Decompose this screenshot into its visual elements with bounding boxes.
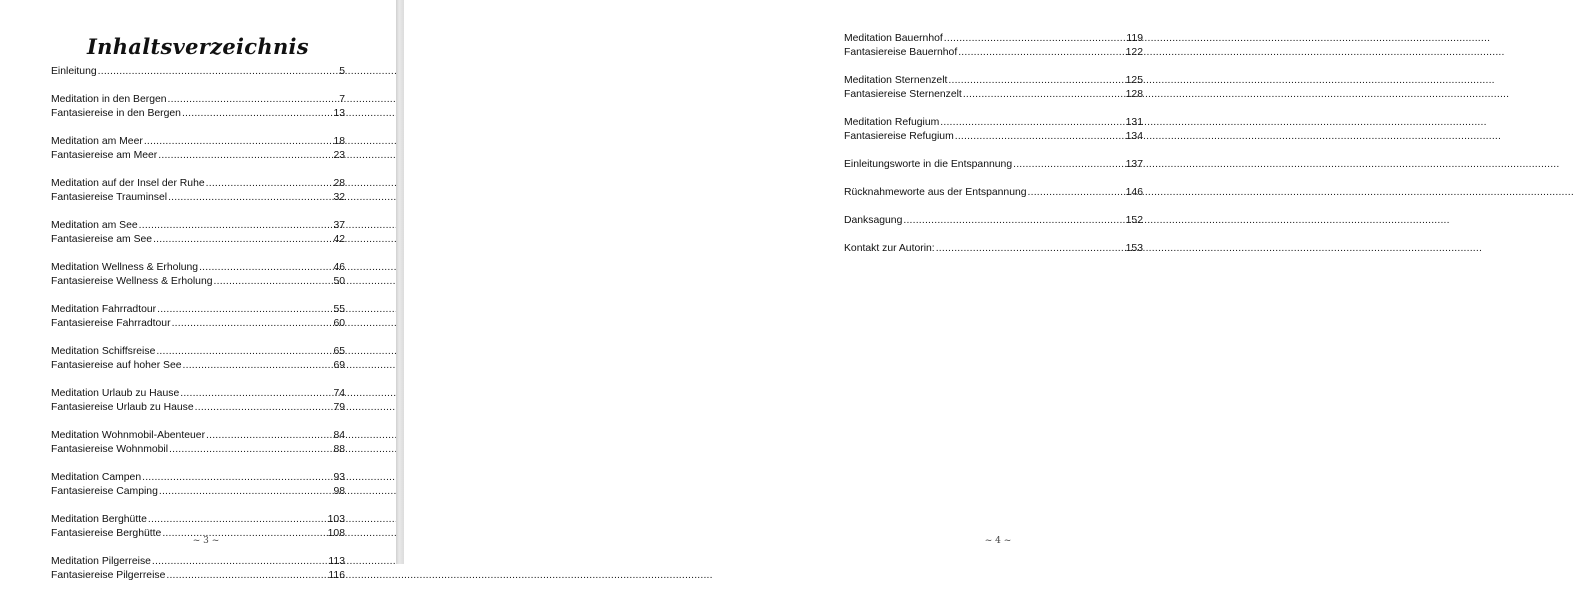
toc-entry-title: Fantasiereise auf hoher See bbox=[51, 360, 182, 371]
toc-entry-title: Fantasiereise Sternenzelt bbox=[844, 89, 962, 100]
toc-entry-page: 60 bbox=[333, 318, 345, 329]
toc-entry-title: Fantasiereise in den Bergen bbox=[51, 108, 181, 119]
toc-entry bbox=[51, 135, 345, 149]
dot-leader bbox=[157, 303, 332, 317]
toc-entry-page: 116 bbox=[328, 570, 345, 581]
toc-entry-title: Meditation Urlaub zu Hause bbox=[51, 388, 180, 399]
dot-leader bbox=[936, 242, 1125, 256]
toc-entry bbox=[51, 149, 345, 163]
toc-entry-title: Meditation Campen bbox=[51, 472, 142, 483]
toc-entry-title: Meditation Refugium bbox=[844, 117, 940, 128]
dot-leader bbox=[214, 275, 333, 289]
dot-leader bbox=[958, 46, 1124, 60]
toc-entry-page: 108 bbox=[327, 528, 345, 539]
toc-entry bbox=[844, 32, 1143, 46]
toc-group bbox=[51, 303, 345, 331]
toc-entry-title: Einleitungsworte in die Entspannung bbox=[844, 159, 1013, 170]
dot-leader bbox=[963, 88, 1125, 102]
toc-entry-title: Fantasiereise am Meer bbox=[51, 150, 158, 161]
page-number-left: ~ 3 ~ bbox=[192, 536, 220, 546]
toc-entry-page: 113 bbox=[328, 556, 345, 567]
toc-entry-title: Meditation Pilgerreise bbox=[51, 556, 151, 567]
toc-entry bbox=[51, 387, 345, 401]
toc-entry-page: 152 bbox=[1125, 215, 1143, 226]
toc-entry-title: Fantasiereise Urlaub zu Hause bbox=[51, 402, 194, 413]
toc-entry-title: Danksagung bbox=[844, 215, 903, 226]
toc-entry-page: 46 bbox=[333, 262, 345, 273]
dot-leader bbox=[159, 485, 333, 499]
toc-entry bbox=[51, 317, 345, 331]
toc-entry-title: Fantasiereise Pilgerreise bbox=[51, 570, 166, 581]
toc-entry bbox=[51, 65, 345, 79]
dot-leader bbox=[199, 261, 332, 275]
toc-entry bbox=[51, 429, 345, 443]
toc-group bbox=[844, 158, 1143, 172]
toc-group bbox=[51, 177, 345, 205]
toc-entry-page: 122 bbox=[1125, 47, 1143, 58]
toc-entry bbox=[51, 275, 345, 289]
toc-group bbox=[51, 65, 345, 79]
toc-entry bbox=[844, 46, 1143, 60]
dot-leader bbox=[166, 569, 327, 583]
page-number-right: ~ 4 ~ bbox=[984, 536, 1012, 546]
dot-leader bbox=[1013, 158, 1125, 172]
dot-leader bbox=[948, 74, 1124, 88]
toc-group bbox=[844, 74, 1143, 102]
toc-entry bbox=[51, 569, 345, 583]
toc-entry-page: 50 bbox=[333, 276, 345, 287]
toc-entry-title: Meditation Berghütte bbox=[51, 514, 147, 525]
dot-leader bbox=[903, 214, 1124, 228]
toc-entry-title: Rücknahmeworte aus der Entspannung bbox=[844, 187, 1027, 198]
dot-leader bbox=[156, 345, 332, 359]
toc-group bbox=[844, 242, 1143, 256]
toc-entry-page: 13 bbox=[333, 108, 345, 119]
dot-leader bbox=[168, 191, 332, 205]
toc-entry-page: 42 bbox=[333, 234, 345, 245]
toc-entry-title: Meditation auf der Insel der Ruhe bbox=[51, 178, 205, 189]
toc-entry bbox=[51, 177, 345, 191]
toc-entry bbox=[844, 158, 1143, 172]
toc-entry bbox=[51, 93, 345, 107]
toc-entry bbox=[51, 359, 345, 373]
toc-entry-page: 7 bbox=[339, 94, 345, 105]
toc-entry-title: Fantasiereise Berghütte bbox=[51, 528, 162, 539]
toc-group bbox=[51, 219, 345, 247]
toc-entry-page: 119 bbox=[1126, 33, 1143, 44]
toc-entry bbox=[844, 130, 1143, 144]
toc-entry bbox=[51, 107, 345, 121]
toc-entry-title: Meditation Fahrradtour bbox=[51, 304, 157, 315]
toc-entry-page: 131 bbox=[1125, 117, 1143, 128]
toc-entry-page: 137 bbox=[1125, 159, 1143, 170]
toc-entry-title: Meditation Sternenzelt bbox=[844, 75, 948, 86]
toc-group bbox=[844, 116, 1143, 144]
toc-entry-title: Meditation Wohnmobil-Abenteuer bbox=[51, 430, 206, 441]
toc-entry bbox=[51, 443, 345, 457]
dot-leader bbox=[172, 317, 333, 331]
toc-entry bbox=[844, 242, 1143, 256]
toc-entry bbox=[51, 345, 345, 359]
toc-entry-page: 32 bbox=[333, 192, 345, 203]
dot-leader bbox=[206, 429, 332, 443]
dot-leader bbox=[152, 555, 328, 569]
dot-leader bbox=[940, 116, 1124, 130]
toc-entry bbox=[51, 401, 345, 415]
toc-entry bbox=[844, 214, 1143, 228]
dot-leader bbox=[944, 32, 1126, 46]
toc-entry-title: Fantasiereise Trauminsel bbox=[51, 192, 168, 203]
dot-leader bbox=[206, 177, 333, 191]
dot-leader bbox=[98, 65, 339, 79]
dot-leader bbox=[158, 149, 332, 163]
toc-entry-title: Fantasiereise Bauernhof bbox=[844, 47, 958, 58]
dot-leader bbox=[168, 93, 339, 107]
toc-entry bbox=[51, 219, 345, 233]
toc-group bbox=[844, 32, 1143, 60]
toc-entry-page: 134 bbox=[1125, 131, 1143, 142]
toc-entry-page: 5 bbox=[339, 66, 345, 77]
dot-leader bbox=[148, 513, 327, 527]
toc-entry bbox=[51, 471, 345, 485]
toc-group bbox=[51, 387, 345, 415]
dot-leader bbox=[955, 130, 1125, 144]
toc-group bbox=[51, 429, 345, 457]
toc-entry-title: Fantasiereise Wohnmobil bbox=[51, 444, 169, 455]
toc-entry-title: Fantasiereise am See bbox=[51, 234, 153, 245]
toc-entry-title: Meditation Wellness & Erholung bbox=[51, 262, 199, 273]
toc-entry bbox=[51, 303, 345, 317]
dot-leader bbox=[183, 359, 333, 373]
toc-entry-page: 69 bbox=[333, 360, 345, 371]
dot-leader bbox=[169, 443, 332, 457]
toc-entry-title: Fantasiereise Fahrradtour bbox=[51, 318, 171, 329]
toc-entry-page: 55 bbox=[333, 304, 345, 315]
toc-entry bbox=[844, 74, 1143, 88]
toc-entry bbox=[51, 233, 345, 247]
toc-group bbox=[844, 186, 1143, 200]
toc-entry-page: 18 bbox=[333, 136, 345, 147]
toc-entry bbox=[51, 555, 345, 569]
toc-entry bbox=[844, 116, 1143, 130]
toc-entry-title: Meditation in den Bergen bbox=[51, 94, 167, 105]
book-gutter bbox=[396, 0, 404, 564]
toc-entry-page: 146 bbox=[1125, 187, 1143, 198]
toc-entry-title: Fantasiereise Camping bbox=[51, 486, 158, 497]
toc-group bbox=[844, 214, 1143, 228]
toc-entry-page: 74 bbox=[333, 388, 345, 399]
toc-entry-title: Meditation Schiffsreise bbox=[51, 346, 156, 357]
toc-entry-page: 65 bbox=[333, 346, 345, 357]
toc-group bbox=[51, 135, 345, 163]
toc-group bbox=[51, 345, 345, 373]
toc-entry-page: 93 bbox=[333, 472, 345, 483]
toc-entry-title: Meditation Bauernhof bbox=[844, 33, 943, 44]
toc-entry-page: 125 bbox=[1125, 75, 1143, 86]
toc-entry bbox=[51, 513, 345, 527]
dot-leader bbox=[139, 219, 333, 233]
dot-leader bbox=[1028, 186, 1125, 200]
toc-group bbox=[51, 261, 345, 289]
dot-leader bbox=[195, 401, 333, 415]
toc-entry-page: 98 bbox=[333, 486, 345, 497]
toc-entry-page: 84 bbox=[333, 430, 345, 441]
toc-entry-page: 23 bbox=[333, 150, 345, 161]
toc-group bbox=[51, 471, 345, 499]
dot-leader bbox=[180, 387, 332, 401]
dot-leader bbox=[144, 135, 333, 149]
toc-entry bbox=[51, 191, 345, 205]
toc-entry-page: 153 bbox=[1125, 243, 1143, 254]
toc-entry-page: 103 bbox=[327, 514, 345, 525]
toc-entry-page: 88 bbox=[333, 444, 345, 455]
toc-entry-page: 128 bbox=[1125, 89, 1143, 100]
toc-entry-title: Einleitung bbox=[51, 66, 97, 77]
toc-entry-title: Fantasiereise Refugium bbox=[844, 131, 954, 142]
toc-entry bbox=[844, 88, 1143, 102]
toc-entry-title: Meditation am See bbox=[51, 220, 138, 231]
dot-leader bbox=[182, 107, 332, 121]
right-page bbox=[404, 0, 1143, 564]
toc-list-right bbox=[844, 32, 1143, 270]
toc-entry-title: Meditation am Meer bbox=[51, 136, 143, 147]
toc-list-left bbox=[51, 65, 345, 597]
toc-entry-page: 37 bbox=[333, 220, 345, 231]
toc-group bbox=[51, 555, 345, 583]
toc-title: Inhaltsverzeichnis bbox=[87, 34, 309, 59]
toc-entry bbox=[51, 485, 345, 499]
left-page bbox=[0, 0, 396, 581]
toc-entry-page: 28 bbox=[333, 178, 345, 189]
toc-entry-title: Fantasiereise Wellness & Erholung bbox=[51, 276, 213, 287]
dot-leader bbox=[153, 233, 332, 247]
toc-entry bbox=[51, 261, 345, 275]
toc-entry-page: 79 bbox=[333, 402, 345, 413]
dot-leader bbox=[142, 471, 332, 485]
toc-entry bbox=[844, 186, 1143, 200]
toc-entry-title: Kontakt zur Autorin: bbox=[844, 243, 935, 254]
toc-group bbox=[51, 93, 345, 121]
